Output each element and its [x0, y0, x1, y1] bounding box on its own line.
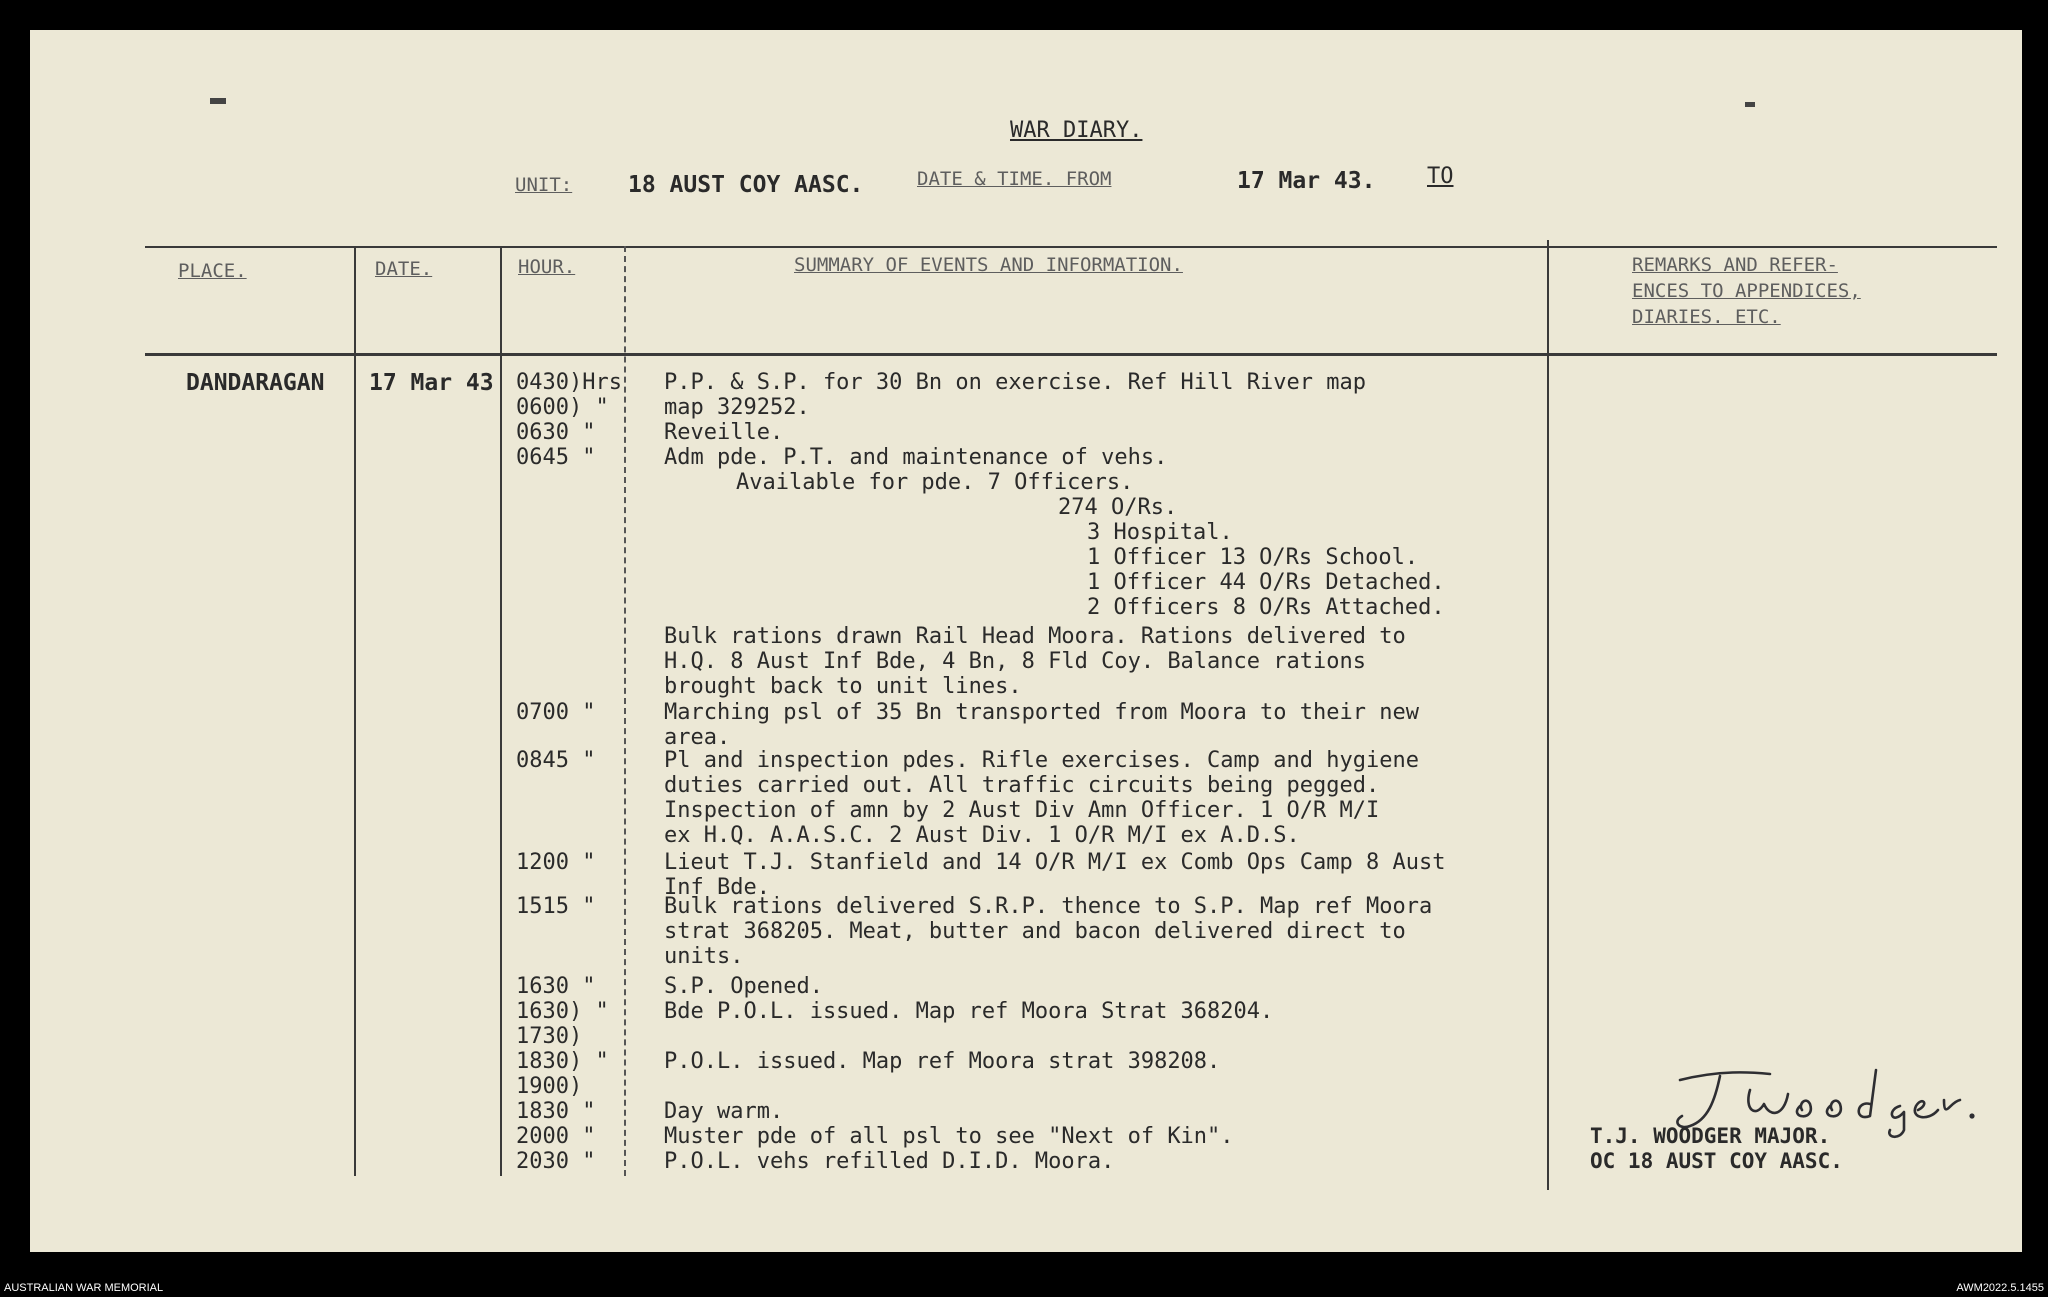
summary-line: P.O.L. vehs refilled D.I.D. Moora.: [664, 1149, 1115, 1174]
summary-line: P.P. & S.P. for 30 Bn on exercise. Ref Hill River map: [664, 370, 1366, 395]
summary-line: Day warm.: [664, 1099, 784, 1124]
summary-line: Inf Bde.: [664, 875, 770, 900]
hour-entry: 2030 ": [516, 1149, 596, 1174]
punch-mark-left: [210, 98, 226, 104]
column-divider-place: [354, 246, 356, 1176]
punch-mark-right: [1745, 102, 1755, 107]
hour-entry: 0430)Hrs: [516, 370, 622, 395]
hour-entry: 1830) ": [516, 1049, 609, 1074]
summary-line: units.: [664, 944, 744, 969]
summary-line: Bulk rations delivered S.R.P. thence to S.P. Map ref Moora: [664, 894, 1433, 919]
summary-line: ex H.Q. A.A.S.C. 2 Aust Div. 1 O/R M/I ex A.D.S.: [664, 823, 1300, 848]
summary-line: H.Q. 8 Aust Inf Bde, 4 Bn, 8 Fld Coy. Balance rations: [664, 649, 1366, 674]
summary-line: Bde P.O.L. issued. Map ref Moora Strat 368204.: [664, 999, 1274, 1024]
summary-line: map 329252.: [664, 395, 810, 420]
column-heading-hour: HOUR.: [518, 256, 576, 278]
hour-entry: 1630 ": [516, 974, 596, 999]
summary-line: P.O.L. issued. Map ref Moora strat 398208.: [664, 1049, 1221, 1074]
signatory-unit: OC 18 AUST COY AASC.: [1590, 1149, 1843, 1173]
column-divider-date: [500, 246, 502, 1176]
summary-line: 3 Hospital.: [1087, 520, 1233, 545]
footer-credit: AUSTRALIAN WAR MEMORIAL: [4, 1282, 164, 1294]
summary-line: Adm pde. P.T. and maintenance of vehs.: [664, 445, 1168, 470]
column-heading-remarks-3: DIARIES. ETC.: [1632, 306, 1781, 328]
unit-value: 18 AUST COY AASC.: [628, 172, 864, 198]
entry-date: 17 Mar 43: [369, 370, 494, 396]
hour-entry: 0645 ": [516, 445, 596, 470]
date-from-value: 17 Mar 43.: [1237, 168, 1376, 194]
unit-label: UNIT:: [515, 174, 573, 196]
diary-title: WAR DIARY.: [1010, 118, 1143, 143]
summary-line: Available for pde. 7 Officers.: [736, 470, 1134, 495]
summary-line: Inspection of amn by 2 Aust Div Amn Officer. 1 O/R M/I: [664, 798, 1380, 823]
hour-entry: 0600) ": [516, 395, 609, 420]
hour-entry: 0845 ": [516, 748, 596, 773]
summary-line: Marching psl of 35 Bn transported from Moora to their new: [664, 700, 1419, 725]
to-label: TO: [1427, 164, 1454, 189]
summary-line: Reveille.: [664, 420, 784, 445]
summary-line: Bulk rations drawn Rail Head Moora. Rations delivered to: [664, 624, 1406, 649]
hour-entry: 1900): [516, 1074, 583, 1099]
summary-line: 2 Officers 8 O/Rs Attached.: [1087, 595, 1445, 620]
hour-entry: 1830 ": [516, 1099, 596, 1124]
summary-line: duties carried out. All traffic circuits being pegged.: [664, 773, 1380, 798]
summary-line: Pl and inspection pdes. Rifle exercises. Camp and hygiene: [664, 748, 1419, 773]
date-time-label: DATE & TIME. FROM: [917, 168, 1112, 190]
column-heading-place: PLACE.: [178, 260, 247, 282]
column-heading-remarks-1: REMARKS AND REFER-: [1632, 254, 1838, 276]
hour-entry: 0630 ": [516, 420, 596, 445]
hour-entry: 1200 ": [516, 850, 596, 875]
summary-line: 1 Officer 44 O/Rs Detached.: [1087, 570, 1445, 595]
signatory-name: T.J. WOODGER MAJOR.: [1590, 1124, 1831, 1148]
column-heading-summary: SUMMARY OF EVENTS AND INFORMATION.: [794, 254, 1183, 276]
summary-line: 274 O/Rs.: [1058, 495, 1178, 520]
hour-entry: 1515 ": [516, 894, 596, 919]
summary-line: brought back to unit lines.: [664, 674, 1022, 699]
summary-line: Muster pde of all psl to see "Next of Kin".: [664, 1124, 1234, 1149]
summary-line: area.: [664, 725, 731, 750]
table-header-rule: [145, 353, 1997, 356]
summary-line: S.P. Opened.: [664, 974, 823, 999]
column-divider-hour: [624, 246, 626, 1176]
hour-entry: 1630) ": [516, 999, 609, 1024]
hour-entry: 1730): [516, 1024, 583, 1049]
column-divider-summary: [1547, 240, 1549, 1190]
column-heading-remarks-2: ENCES TO APPENDICES,: [1632, 280, 1861, 302]
entry-place: DANDARAGAN: [186, 370, 325, 396]
footer-reference: AWM2022.5.1455: [1956, 1282, 2044, 1294]
summary-line: strat 368205. Meat, butter and bacon delivered direct to: [664, 919, 1406, 944]
hour-entry: 2000 ": [516, 1124, 596, 1149]
summary-line: Lieut T.J. Stanfield and 14 O/R M/I ex Comb Ops Camp 8 Aust: [664, 850, 1446, 875]
summary-line: 1 Officer 13 O/Rs School.: [1087, 545, 1419, 570]
hour-entry: 0700 ": [516, 700, 596, 725]
table-top-rule: [145, 246, 1997, 248]
diary-page: [30, 30, 2022, 1252]
column-heading-date: DATE.: [375, 258, 433, 280]
